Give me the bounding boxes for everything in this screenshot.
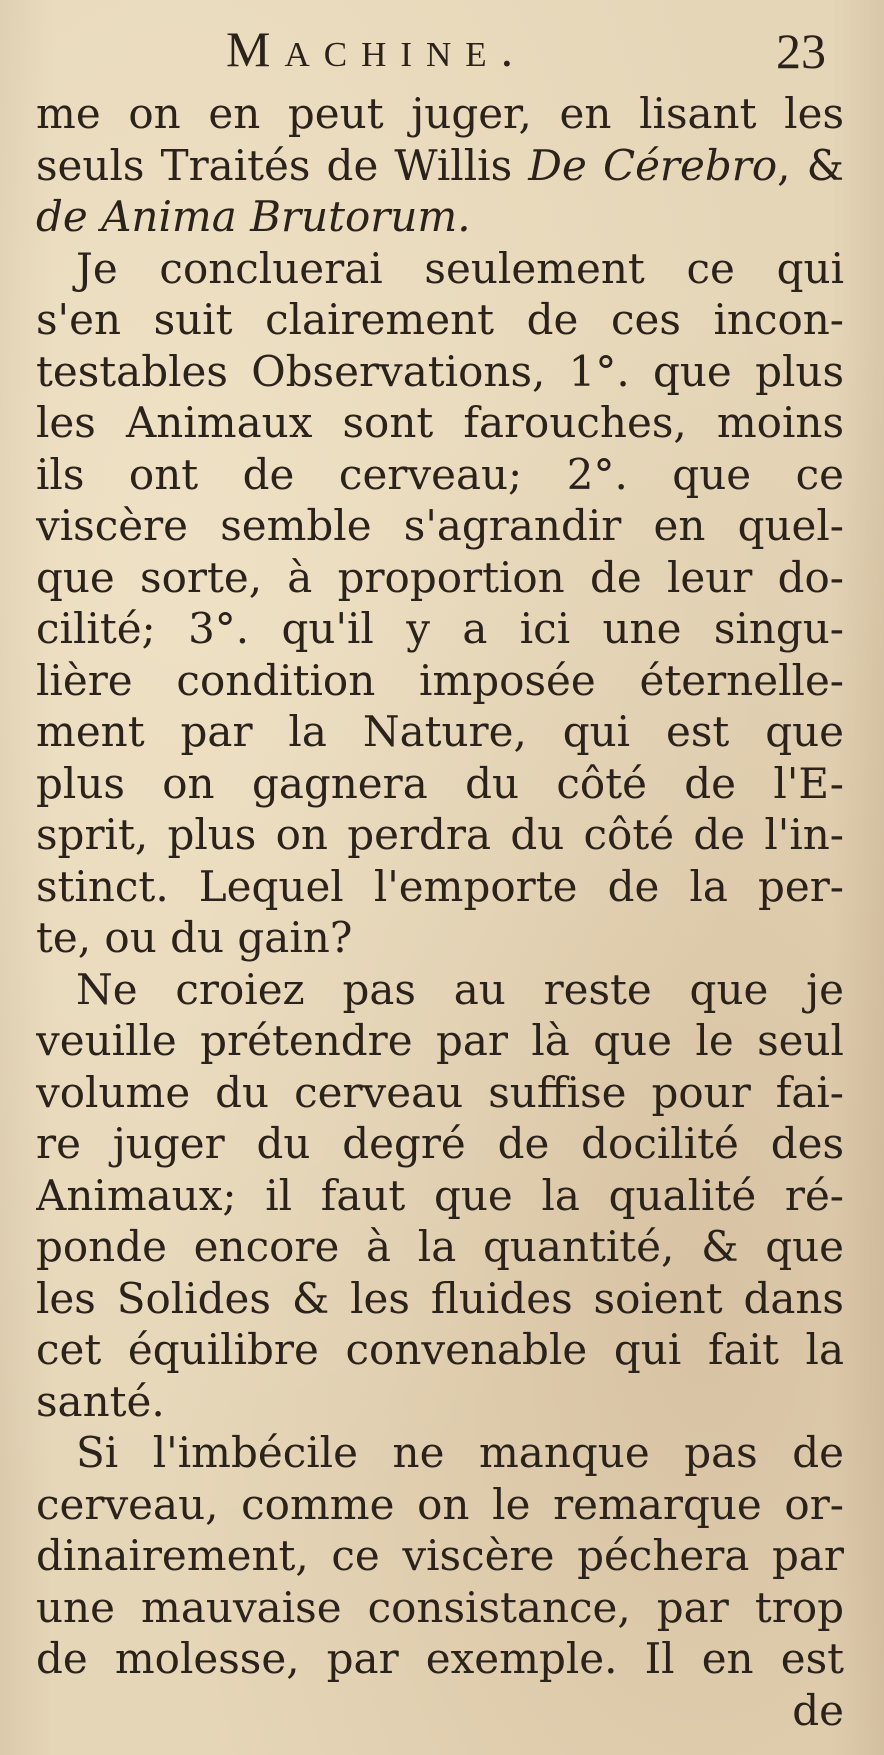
text-line: testables Observations, 1°. que plus — [36, 346, 844, 396]
text-line: lière condition imposée éternelle- — [36, 655, 844, 705]
text-line: de molesse, par exemple. Il en est — [36, 1634, 844, 1683]
text-line: viscère semble s'agrandir en quel- — [36, 501, 844, 550]
text-line: ils ont de cerveau; 2°. que ce — [36, 449, 844, 499]
catchword: de — [792, 1685, 844, 1735]
text-line: s'en suit clairement de ces incon- — [36, 295, 844, 344]
running-head — [36, 14, 844, 88]
italic-fragment: de — [36, 192, 102, 241]
text-line: cerveau, comme on le remarque or- — [36, 1479, 844, 1529]
text-line: que sorte, à proportion de leur do- — [36, 552, 844, 602]
text-line: stinct. Lequel l'emporte de la per- — [36, 861, 844, 911]
text-line — [36, 140, 844, 192]
text-fragment: seuls Traités de Willis — [36, 140, 529, 190]
text-line: sprit, plus on perdra du côté de l'in- — [36, 810, 844, 859]
text-line: ponde encore à la quantité, & que — [36, 1222, 844, 1271]
paragraph-start: Si l'imbécile ne manque pas de — [76, 1428, 844, 1477]
text-line: cilité; 3°. qu'il y a ici une singu- — [36, 604, 844, 653]
text-line: veuille prétendre par là que le seul — [36, 1016, 844, 1065]
text-line: te, ou du gain? — [36, 913, 353, 962]
text-line: dinairement, ce viscère péchera par — [36, 1531, 844, 1580]
running-title: Machine. — [226, 21, 528, 77]
italic-title: Anima Brutorum. — [101, 192, 471, 241]
text-line: Animaux; il faut que la qualité ré- — [36, 1170, 844, 1220]
body-text — [36, 88, 844, 1736]
paragraph-start: Je concluerai seulement ce qui — [76, 243, 844, 293]
text-line: re juger du degré de docilité des — [36, 1119, 844, 1168]
text-line: cet équilibre convenable qui fait la — [36, 1325, 844, 1374]
text-line: une mauvaise consistance, par trop — [36, 1582, 844, 1632]
text-line: volume du cerveau suffise pour fai- — [36, 1067, 844, 1117]
text-line: ment par la Nature, qui est que — [36, 707, 844, 756]
text-line: les Animaux sont farouches, moins — [36, 398, 844, 447]
text-line: plus on gagnera du côté de l'E- — [36, 758, 844, 808]
paragraph-start: Ne croiez pas au reste que je — [76, 964, 844, 1014]
italic-title: De Cérebro — [528, 140, 778, 190]
text-fragment: , & — [777, 140, 844, 190]
text-line: santé. — [36, 1376, 165, 1426]
text-line: les Solides & les fluides soient dans — [36, 1273, 844, 1323]
text-line: me on en peut juger, en lisant les — [36, 89, 844, 138]
text-line — [36, 191, 844, 243]
page-number: 23 — [776, 23, 826, 79]
